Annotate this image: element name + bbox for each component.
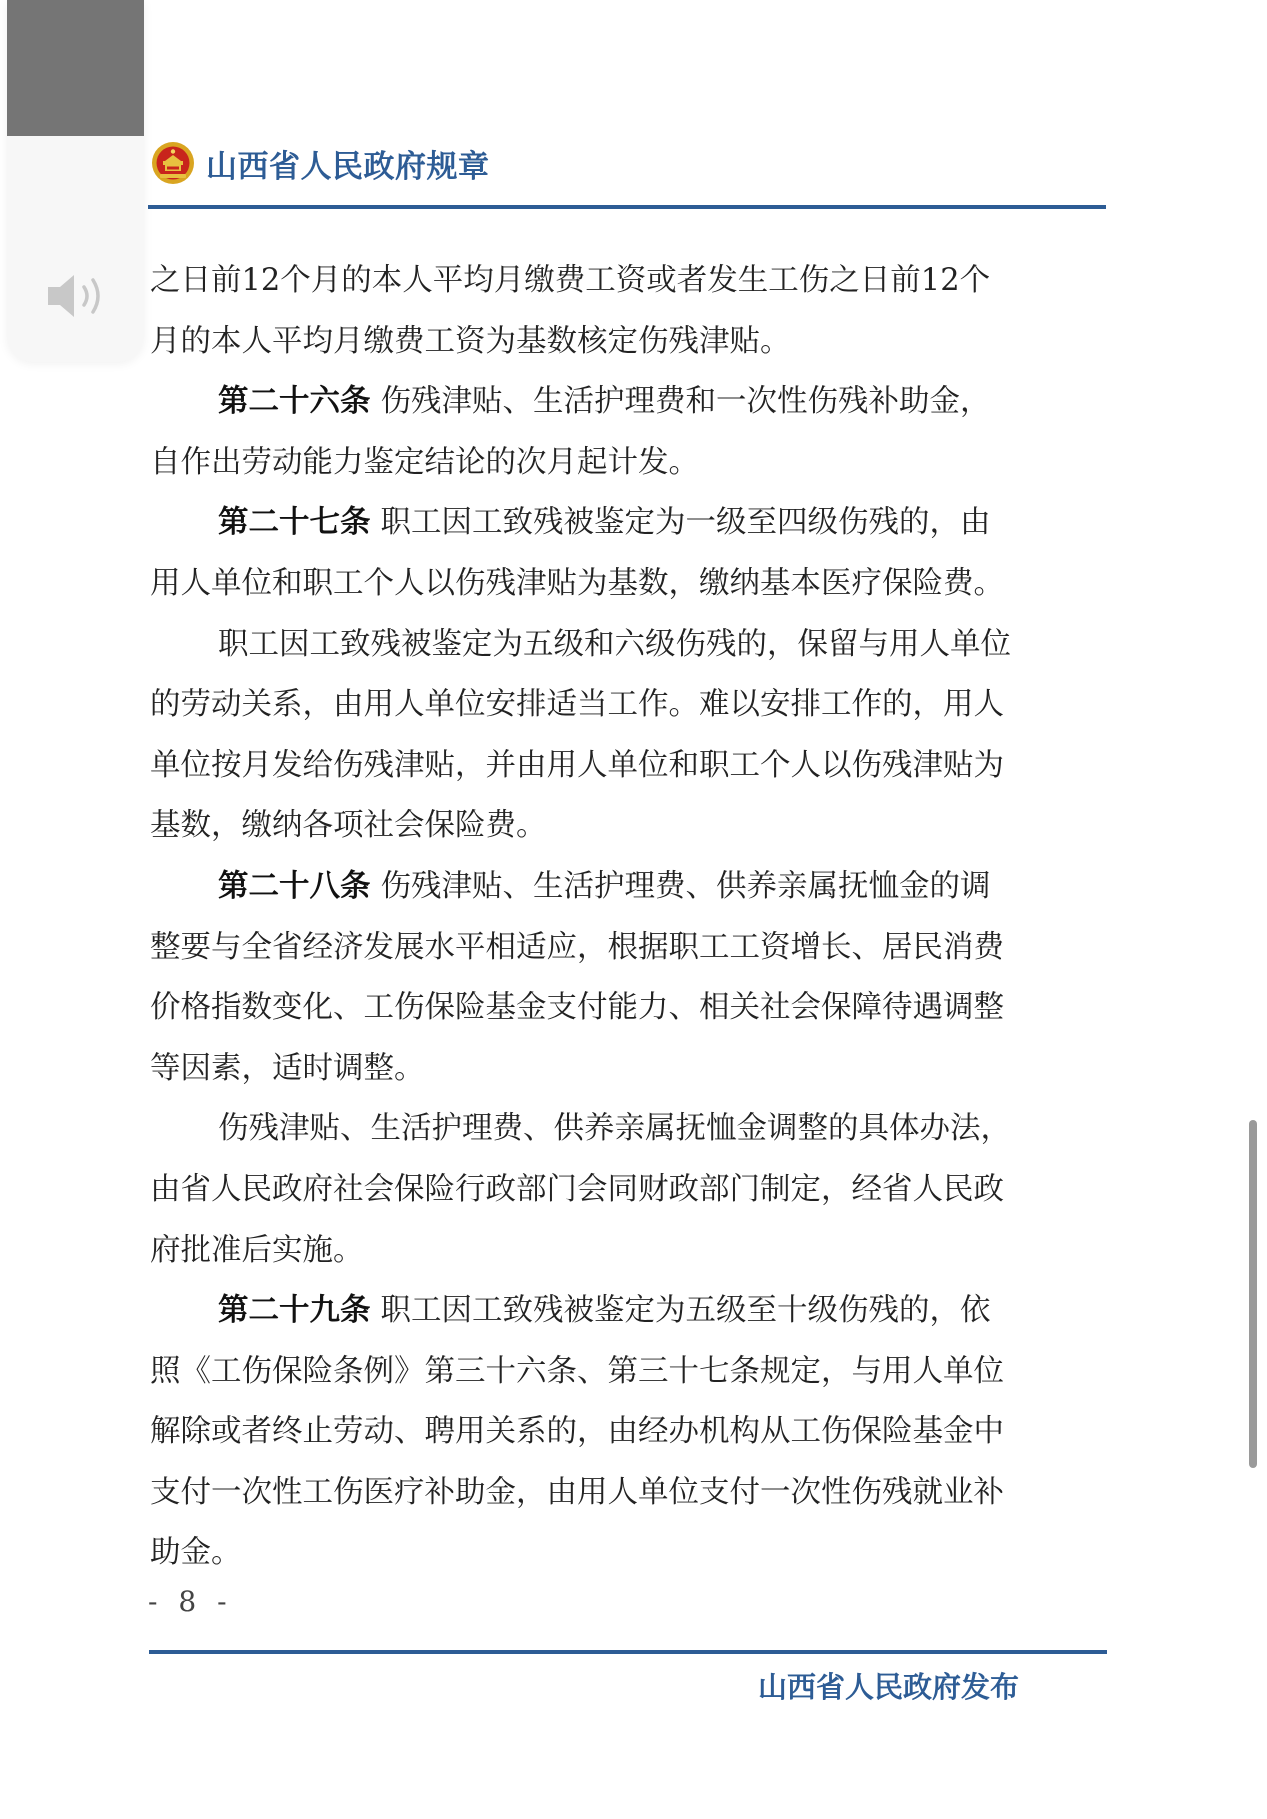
document-header (150, 138, 490, 188)
text-line (150, 1099, 1106, 1160)
article-number: 第二十八条 (218, 868, 371, 904)
line-text: 价格指数变化、工伤保险基金支付能力、相关社会保障待遇调整 (150, 990, 1004, 1026)
text-line (150, 1281, 1106, 1342)
text-line (150, 615, 1106, 676)
text-line (150, 857, 1106, 918)
national-emblem-icon (150, 140, 196, 186)
header-title: 山西省人民政府规章 (206, 148, 490, 185)
line-text: 伤残津贴、生活护理费和一次性伤残补助金， (380, 384, 991, 420)
line-text: 月的本人平均月缴费工资为基数核定伤残津贴。 (150, 323, 791, 359)
line-text: 的劳动关系，由用人单位安排适当工作。难以安排工作的，用人 (150, 687, 1004, 723)
text-line (150, 312, 1106, 373)
vertical-scrollbar[interactable] (1249, 1120, 1257, 1468)
text-line (150, 1342, 1106, 1403)
header-divider (148, 205, 1106, 209)
line-text: 整要与全省经济发展水平相适应，根据职工工资增长、居民消费 (150, 929, 1004, 965)
text-line (150, 1523, 1106, 1584)
line-text: 等因素，适时调整。 (150, 1050, 425, 1086)
text-line (150, 918, 1106, 979)
line-text: 自作出劳动能力鉴定结论的次月起计发。 (150, 444, 699, 480)
text-line (150, 796, 1106, 857)
line-text: 职工因工致残被鉴定为五级和六级伤残的，保留与用人单位 (218, 626, 1011, 662)
text-line (150, 978, 1106, 1039)
line-text: 用人单位和职工个人以伤残津贴为基数，缴纳基本医疗保险费。 (150, 565, 1004, 601)
footer-divider (149, 1650, 1107, 1654)
article-number: 第二十六条 (218, 384, 371, 420)
text-line (150, 1039, 1106, 1100)
footer-publisher: 山西省人民政府发布 (757, 1670, 1019, 1704)
line-text: 由省人民政府社会保险行政部门会同财政部门制定，经省人民政 (150, 1171, 1004, 1207)
line-text: 单位按月发给伤残津贴，并由用人单位和职工个人以伤残津贴为 (150, 747, 1004, 783)
line-text: 助金。 (150, 1535, 242, 1571)
text-line (150, 372, 1106, 433)
line-text: 伤残津贴、生活护理费、供养亲属抚恤金的调 (380, 868, 991, 904)
text-line (150, 1160, 1106, 1221)
article-text-body (150, 251, 1106, 1584)
line-text: 照《工伤保险条例》第三十六条、第三十七条规定，与用人单位 (150, 1353, 1004, 1389)
text-line (150, 675, 1106, 736)
line-text: 解除或者终止劳动、聘用关系的，由经办机构从工伤保险基金中 (150, 1414, 1004, 1450)
speaker-icon[interactable] (44, 268, 114, 324)
article-number: 第二十九条 (218, 1293, 371, 1329)
line-text: 职工因工致残被鉴定为一级至四级伤残的，由 (380, 505, 991, 541)
line-text: 之日前12个月的本人平均月缴费工资或者发生工伤之日前12个 (150, 263, 991, 298)
text-line (150, 433, 1106, 494)
line-text: 伤残津贴、生活护理费、供养亲属抚恤金调整的具体办法， (218, 1111, 1011, 1147)
text-line (150, 1221, 1106, 1282)
text-line (150, 554, 1106, 615)
line-text: 支付一次性工伤医疗补助金，由用人单位支付一次性伤残就业补 (150, 1474, 1004, 1510)
line-text: 府批准后实施。 (150, 1232, 364, 1268)
text-line (150, 1463, 1106, 1524)
text-line (150, 251, 1106, 312)
line-text: 基数，缴纳各项社会保险费。 (150, 808, 547, 844)
text-line (150, 493, 1106, 554)
page-number: - 8 - (148, 1585, 233, 1618)
line-text: 职工因工致残被鉴定为五级至十级伤残的，依 (380, 1293, 991, 1329)
floating-thumbnail[interactable] (7, 0, 144, 136)
text-line (150, 1402, 1106, 1463)
article-number: 第二十七条 (218, 505, 371, 541)
text-line (150, 736, 1106, 797)
